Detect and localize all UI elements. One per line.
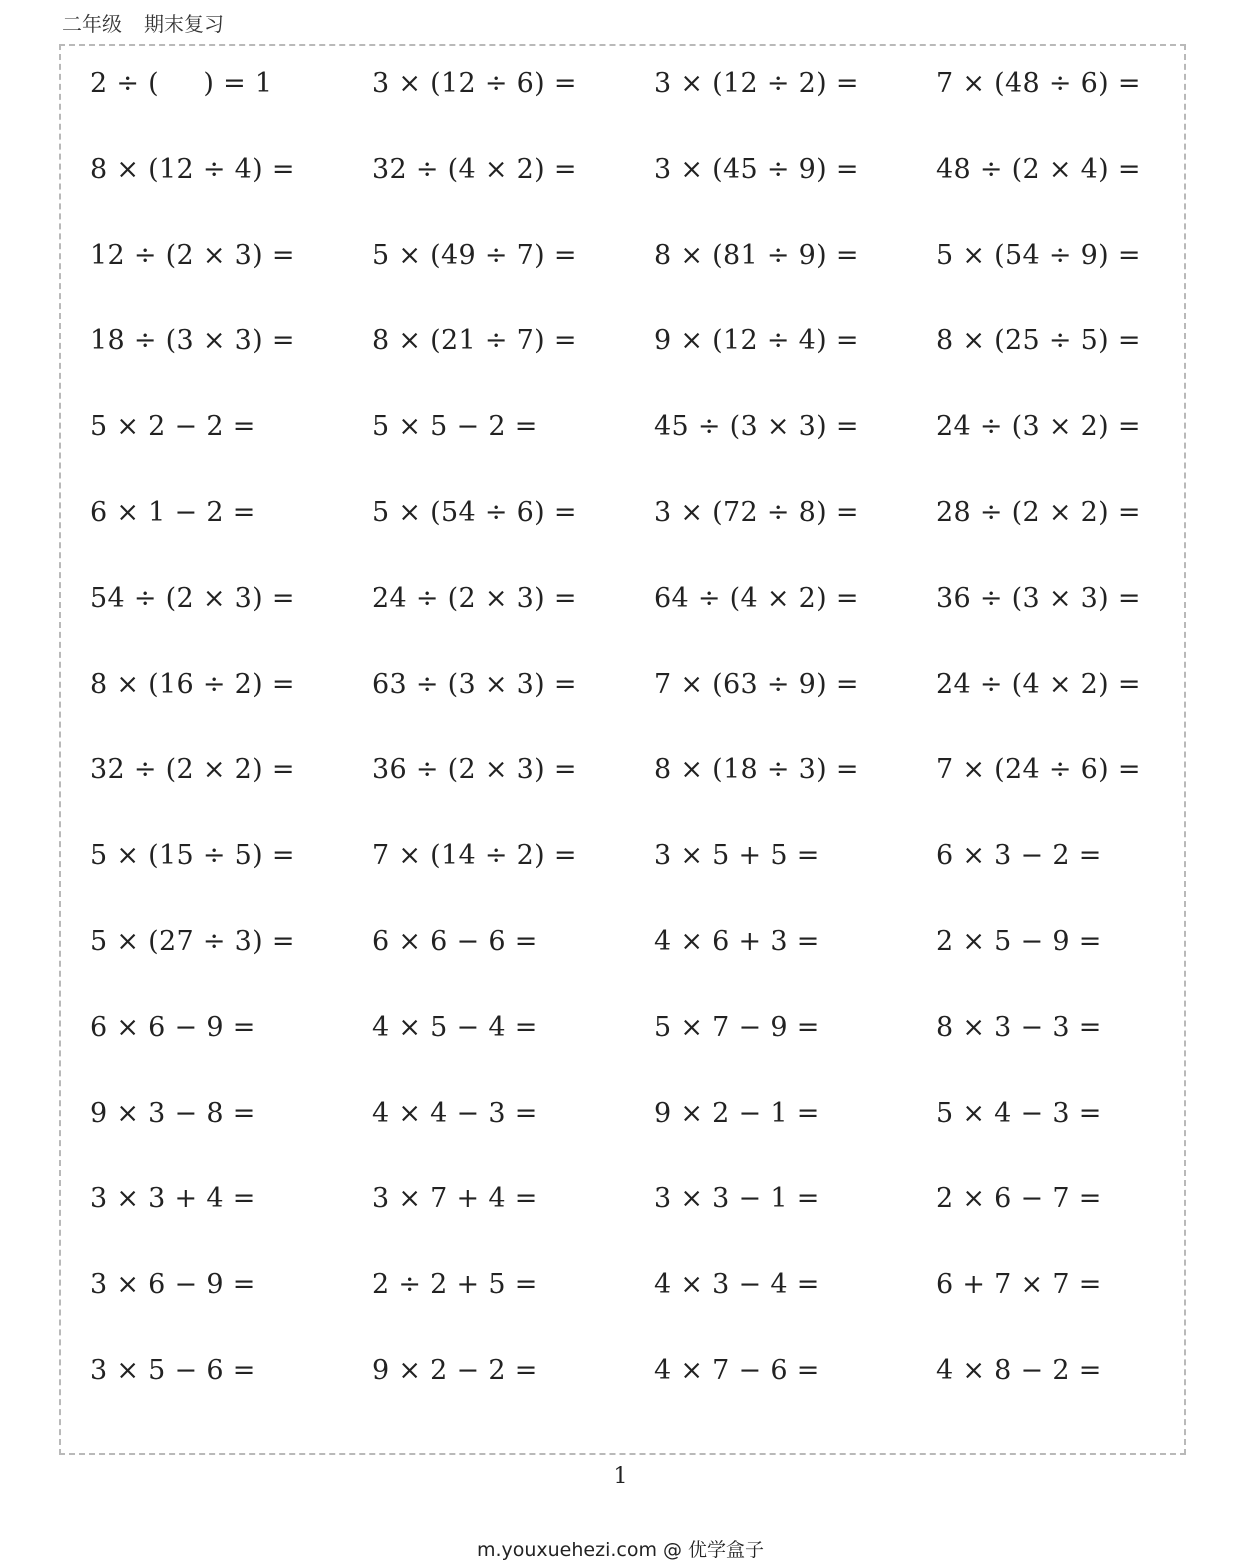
- math-problem: 18 ÷ (3 × 3) =: [90, 325, 295, 357]
- problem-grid: [90, 62, 1218, 1435]
- math-problem: 8 × (18 ÷ 3) =: [654, 754, 859, 786]
- math-problem: 2 × 5 − 9 =: [936, 925, 1102, 957]
- math-problem: 7 × (24 ÷ 6) =: [936, 754, 1141, 786]
- math-problem: 9 × 3 − 8 =: [90, 1097, 256, 1129]
- math-problem: 36 ÷ (2 × 3) =: [372, 754, 577, 786]
- math-problem: 3 × (12 ÷ 6) =: [372, 68, 577, 99]
- math-problem: 4 × 7 − 6 =: [654, 1354, 820, 1386]
- math-problem: 36 ÷ (3 × 3) =: [936, 582, 1141, 614]
- math-problem: 6 × 6 − 9 =: [90, 1011, 256, 1043]
- math-problem: 2 ÷ ( ) = 1: [90, 68, 273, 99]
- math-problem: 5 × (54 ÷ 9) =: [936, 239, 1141, 271]
- math-problem: 12 ÷ (2 × 3) =: [90, 239, 295, 271]
- math-problem: 7 × (14 ÷ 2) =: [372, 840, 577, 872]
- math-problem: 5 × 5 − 2 =: [372, 411, 538, 443]
- grade-label: 二年级: [62, 12, 122, 36]
- math-problem: 4 × 3 − 4 =: [654, 1269, 820, 1301]
- math-problem: 7 × (63 ÷ 9) =: [654, 668, 859, 700]
- math-problem: 8 × (81 ÷ 9) =: [654, 239, 859, 271]
- math-problem: 9 × 2 − 2 =: [372, 1354, 538, 1386]
- math-problem: 8 × (21 ÷ 7) =: [372, 325, 577, 357]
- math-problem: 6 × 3 − 2 =: [936, 840, 1102, 872]
- math-problem: 5 × (54 ÷ 6) =: [372, 496, 577, 528]
- math-problem: 5 × (49 ÷ 7) =: [372, 239, 577, 271]
- math-problem: 63 ÷ (3 × 3) =: [372, 668, 577, 700]
- math-problem: 2 ÷ 2 + 5 =: [372, 1269, 538, 1301]
- math-problem: 4 × 4 − 3 =: [372, 1097, 538, 1129]
- math-problem: 32 ÷ (2 × 2) =: [90, 754, 295, 786]
- worksheet-title: 期末复习: [144, 12, 224, 36]
- math-problem: 4 × 6 + 3 =: [654, 925, 820, 957]
- math-problem: 5 × 7 − 9 =: [654, 1011, 820, 1043]
- math-problem: 45 ÷ (3 × 3) =: [654, 411, 859, 443]
- math-problem: 8 × (25 ÷ 5) =: [936, 325, 1141, 357]
- math-problem: 7 × (48 ÷ 6) =: [936, 68, 1141, 99]
- page-number: 1: [613, 1464, 628, 1489]
- page-header: [62, 8, 224, 37]
- math-problem: 48 ÷ (2 × 4) =: [936, 153, 1141, 185]
- math-problem: 6 + 7 × 7 =: [936, 1269, 1102, 1301]
- math-problem: 3 × 7 + 4 =: [372, 1183, 538, 1215]
- math-problem: 24 ÷ (2 × 3) =: [372, 582, 577, 614]
- math-problem: 3 × (72 ÷ 8) =: [654, 496, 859, 528]
- math-problem: 54 ÷ (2 × 3) =: [90, 582, 295, 614]
- math-problem: 8 × (12 ÷ 4) =: [90, 153, 295, 185]
- math-problem: 9 × (12 ÷ 4) =: [654, 325, 859, 357]
- math-problem: 5 × (15 ÷ 5) =: [90, 840, 295, 872]
- math-problem: 4 × 5 − 4 =: [372, 1011, 538, 1043]
- math-problem: 8 × (16 ÷ 2) =: [90, 668, 295, 700]
- math-problem: 28 ÷ (2 × 2) =: [936, 496, 1141, 528]
- math-problem: 5 × (27 ÷ 3) =: [90, 925, 295, 957]
- math-problem: 6 × 6 − 6 =: [372, 925, 538, 957]
- math-problem: 9 × 2 − 1 =: [654, 1097, 820, 1129]
- math-problem: 3 × 5 + 5 =: [654, 840, 820, 872]
- math-problem: 3 × 3 + 4 =: [90, 1183, 256, 1215]
- math-problem: 2 × 6 − 7 =: [936, 1183, 1102, 1215]
- math-problem: 5 × 2 − 2 =: [90, 411, 256, 443]
- math-problem: 3 × 3 − 1 =: [654, 1183, 820, 1215]
- math-problem: 6 × 1 − 2 =: [90, 496, 256, 528]
- math-problem: 32 ÷ (4 × 2) =: [372, 153, 577, 185]
- footer-watermark: m.youxuehezi.com @ 优学盒子: [476, 1539, 765, 1561]
- math-problem: 3 × (12 ÷ 2) =: [654, 68, 859, 99]
- math-problem: 3 × 5 − 6 =: [90, 1354, 256, 1386]
- math-problem: 3 × 6 − 9 =: [90, 1269, 256, 1301]
- math-problem: 24 ÷ (3 × 2) =: [936, 411, 1141, 443]
- math-problem: 3 × (45 ÷ 9) =: [654, 153, 859, 185]
- math-problem: 64 ÷ (4 × 2) =: [654, 582, 859, 614]
- math-problem: 5 × 4 − 3 =: [936, 1097, 1102, 1129]
- math-problem: 8 × 3 − 3 =: [936, 1011, 1102, 1043]
- math-problem: 24 ÷ (4 × 2) =: [936, 668, 1141, 700]
- math-problem: 4 × 8 − 2 =: [936, 1354, 1102, 1386]
